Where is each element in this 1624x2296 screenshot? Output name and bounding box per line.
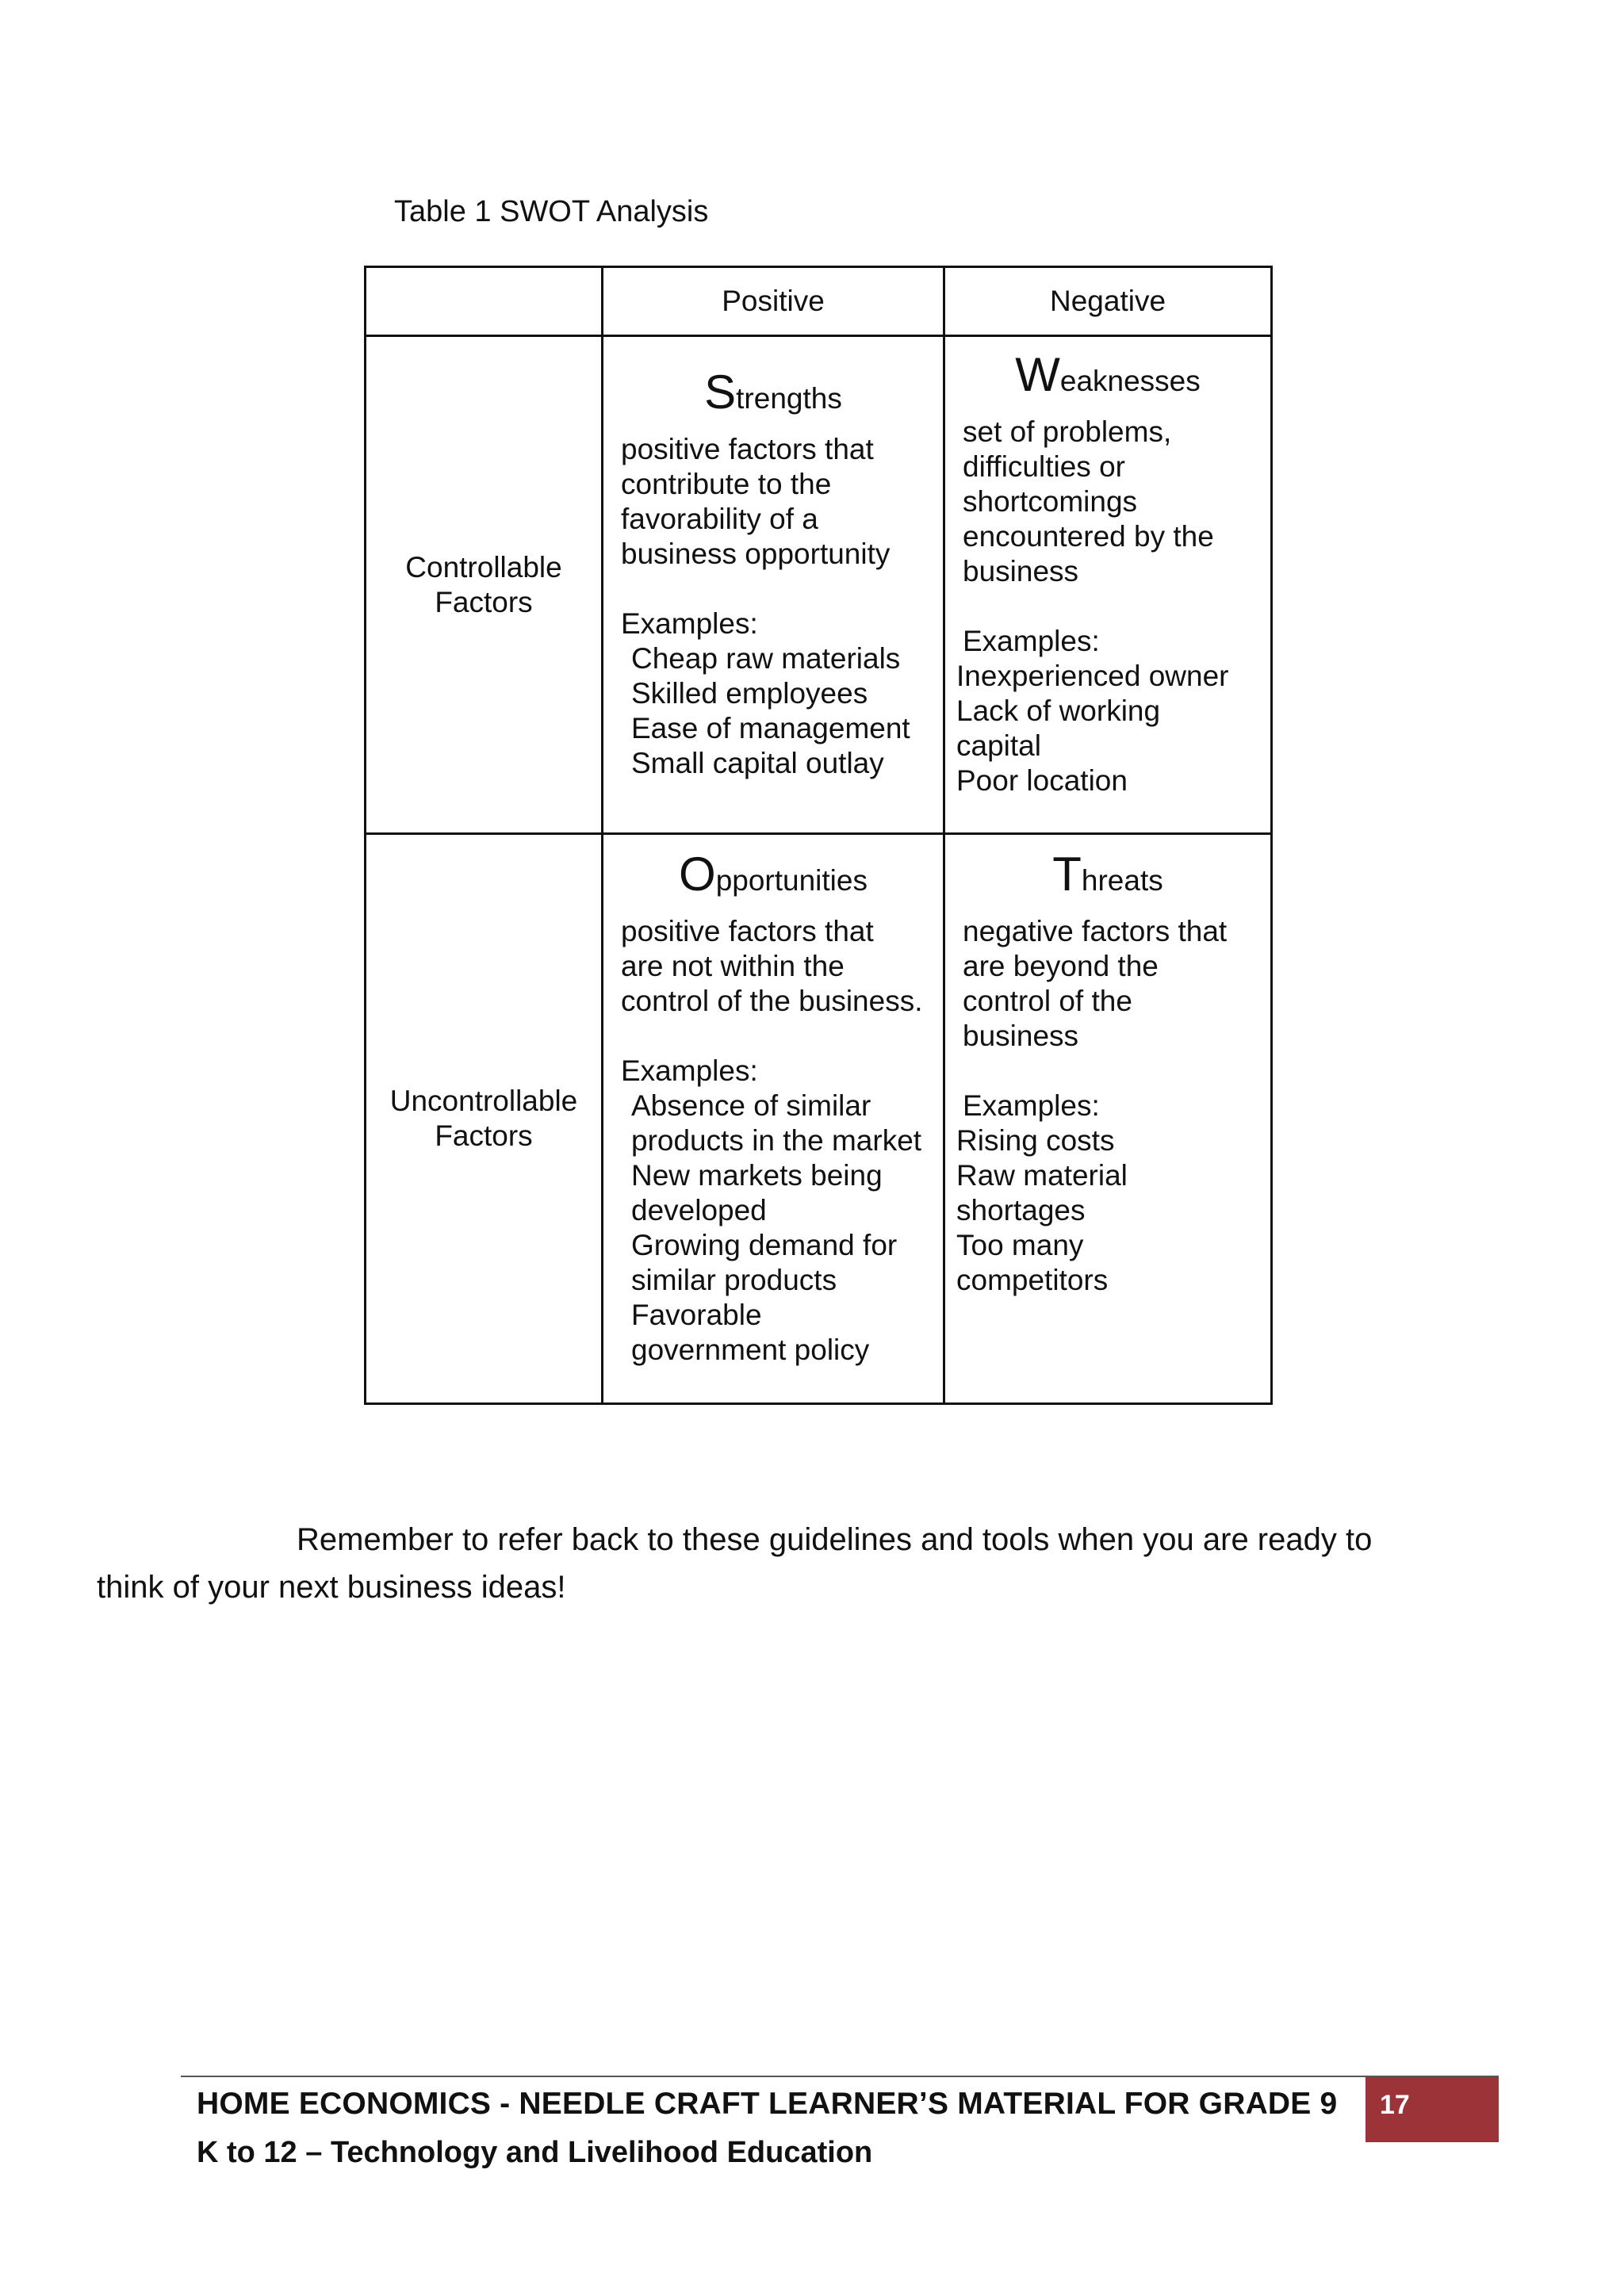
threats-title: Threats [1052, 848, 1163, 901]
row-label-uncontrollable [366, 834, 603, 1404]
example-item: Rising costs [956, 1124, 1115, 1157]
strengths-examples [603, 641, 943, 781]
footer-subtitle: K to 12 – Technology and Livelihood Education [197, 2136, 873, 2169]
example-item: similar products [631, 1264, 837, 1296]
header-negative: Negative [944, 267, 1272, 336]
header-empty-cell [366, 267, 603, 336]
opportunities-cell [603, 834, 944, 1404]
example-item: competitors [956, 1264, 1109, 1296]
header-positive: Positive [603, 267, 944, 336]
body-text-line: Remember to refer back to these guidelines and tools when you are ready to [297, 1522, 1373, 1557]
row-label-line: Factors [435, 585, 533, 618]
threats-examples [945, 1123, 1270, 1298]
swot-table [364, 266, 1273, 1405]
row-label-controllable [366, 336, 603, 834]
footer-divider [181, 2076, 1499, 2077]
threats-description: negative factors that are beyond the control of the business [963, 915, 1228, 1052]
example-item: Poor location [956, 764, 1128, 797]
table-row-controllable [366, 336, 1272, 834]
weaknesses-description: set of problems, difficulties or shortcomings encountered by the business [963, 415, 1214, 587]
examples-heading: Examples: [621, 1054, 758, 1087]
strengths-cell [603, 336, 944, 834]
page-number-badge [1365, 2077, 1499, 2142]
example-item: developed [631, 1194, 767, 1226]
table-header-row [366, 267, 1272, 336]
body-paragraph [97, 1516, 1434, 1611]
example-item: Small capital outlay [631, 747, 884, 779]
row-label-line: Uncontrollable [389, 1085, 578, 1117]
example-item: government policy [631, 1334, 870, 1366]
row-label-line: Factors [435, 1119, 533, 1152]
example-item: Ease of management [631, 712, 910, 744]
example-item: products in the market [631, 1124, 922, 1157]
row-label-line: Controllable [405, 550, 562, 584]
example-item: Skilled employees [631, 677, 868, 710]
strengths-title: Strengths [704, 365, 842, 419]
example-item: Growing demand for [631, 1229, 898, 1261]
examples-heading: Examples: [621, 607, 758, 640]
example-item: shortages [956, 1194, 1086, 1226]
weaknesses-examples [945, 659, 1270, 798]
example-item: Lack of working [956, 695, 1161, 727]
threats-cell [944, 834, 1272, 1404]
strengths-description: positive factors that contribute to the favorability of a business opportunity [621, 433, 891, 570]
table-caption: Table 1 SWOT Analysis [394, 195, 709, 228]
example-item: Absence of similar [631, 1089, 871, 1122]
example-item: New markets being [631, 1159, 883, 1192]
example-item: Favorable [631, 1299, 762, 1331]
weaknesses-cell [944, 336, 1272, 834]
example-item: Inexperienced owner [956, 660, 1229, 692]
example-item: Too many [956, 1229, 1084, 1261]
table-row-uncontrollable [366, 834, 1272, 1404]
opportunities-title: Opportunities [679, 848, 868, 901]
examples-heading: Examples: [963, 625, 1100, 657]
example-item: Cheap raw materials [631, 642, 901, 675]
footer-title: HOME ECONOMICS - NEEDLE CRAFT LEARNER’S MATERIAL FOR GRADE 9 [197, 2087, 1338, 2121]
body-text-line: think of your next business ideas! [97, 1570, 566, 1605]
page-number: 17 [1380, 2090, 1410, 2120]
examples-heading: Examples: [963, 1089, 1100, 1122]
opportunities-description: positive factors that are not within the control of the business. [621, 915, 923, 1017]
example-item: capital [956, 729, 1041, 762]
weaknesses-title: Weaknesses [1015, 348, 1201, 401]
opportunities-examples [603, 1089, 943, 1368]
example-item: Raw material [956, 1159, 1128, 1192]
